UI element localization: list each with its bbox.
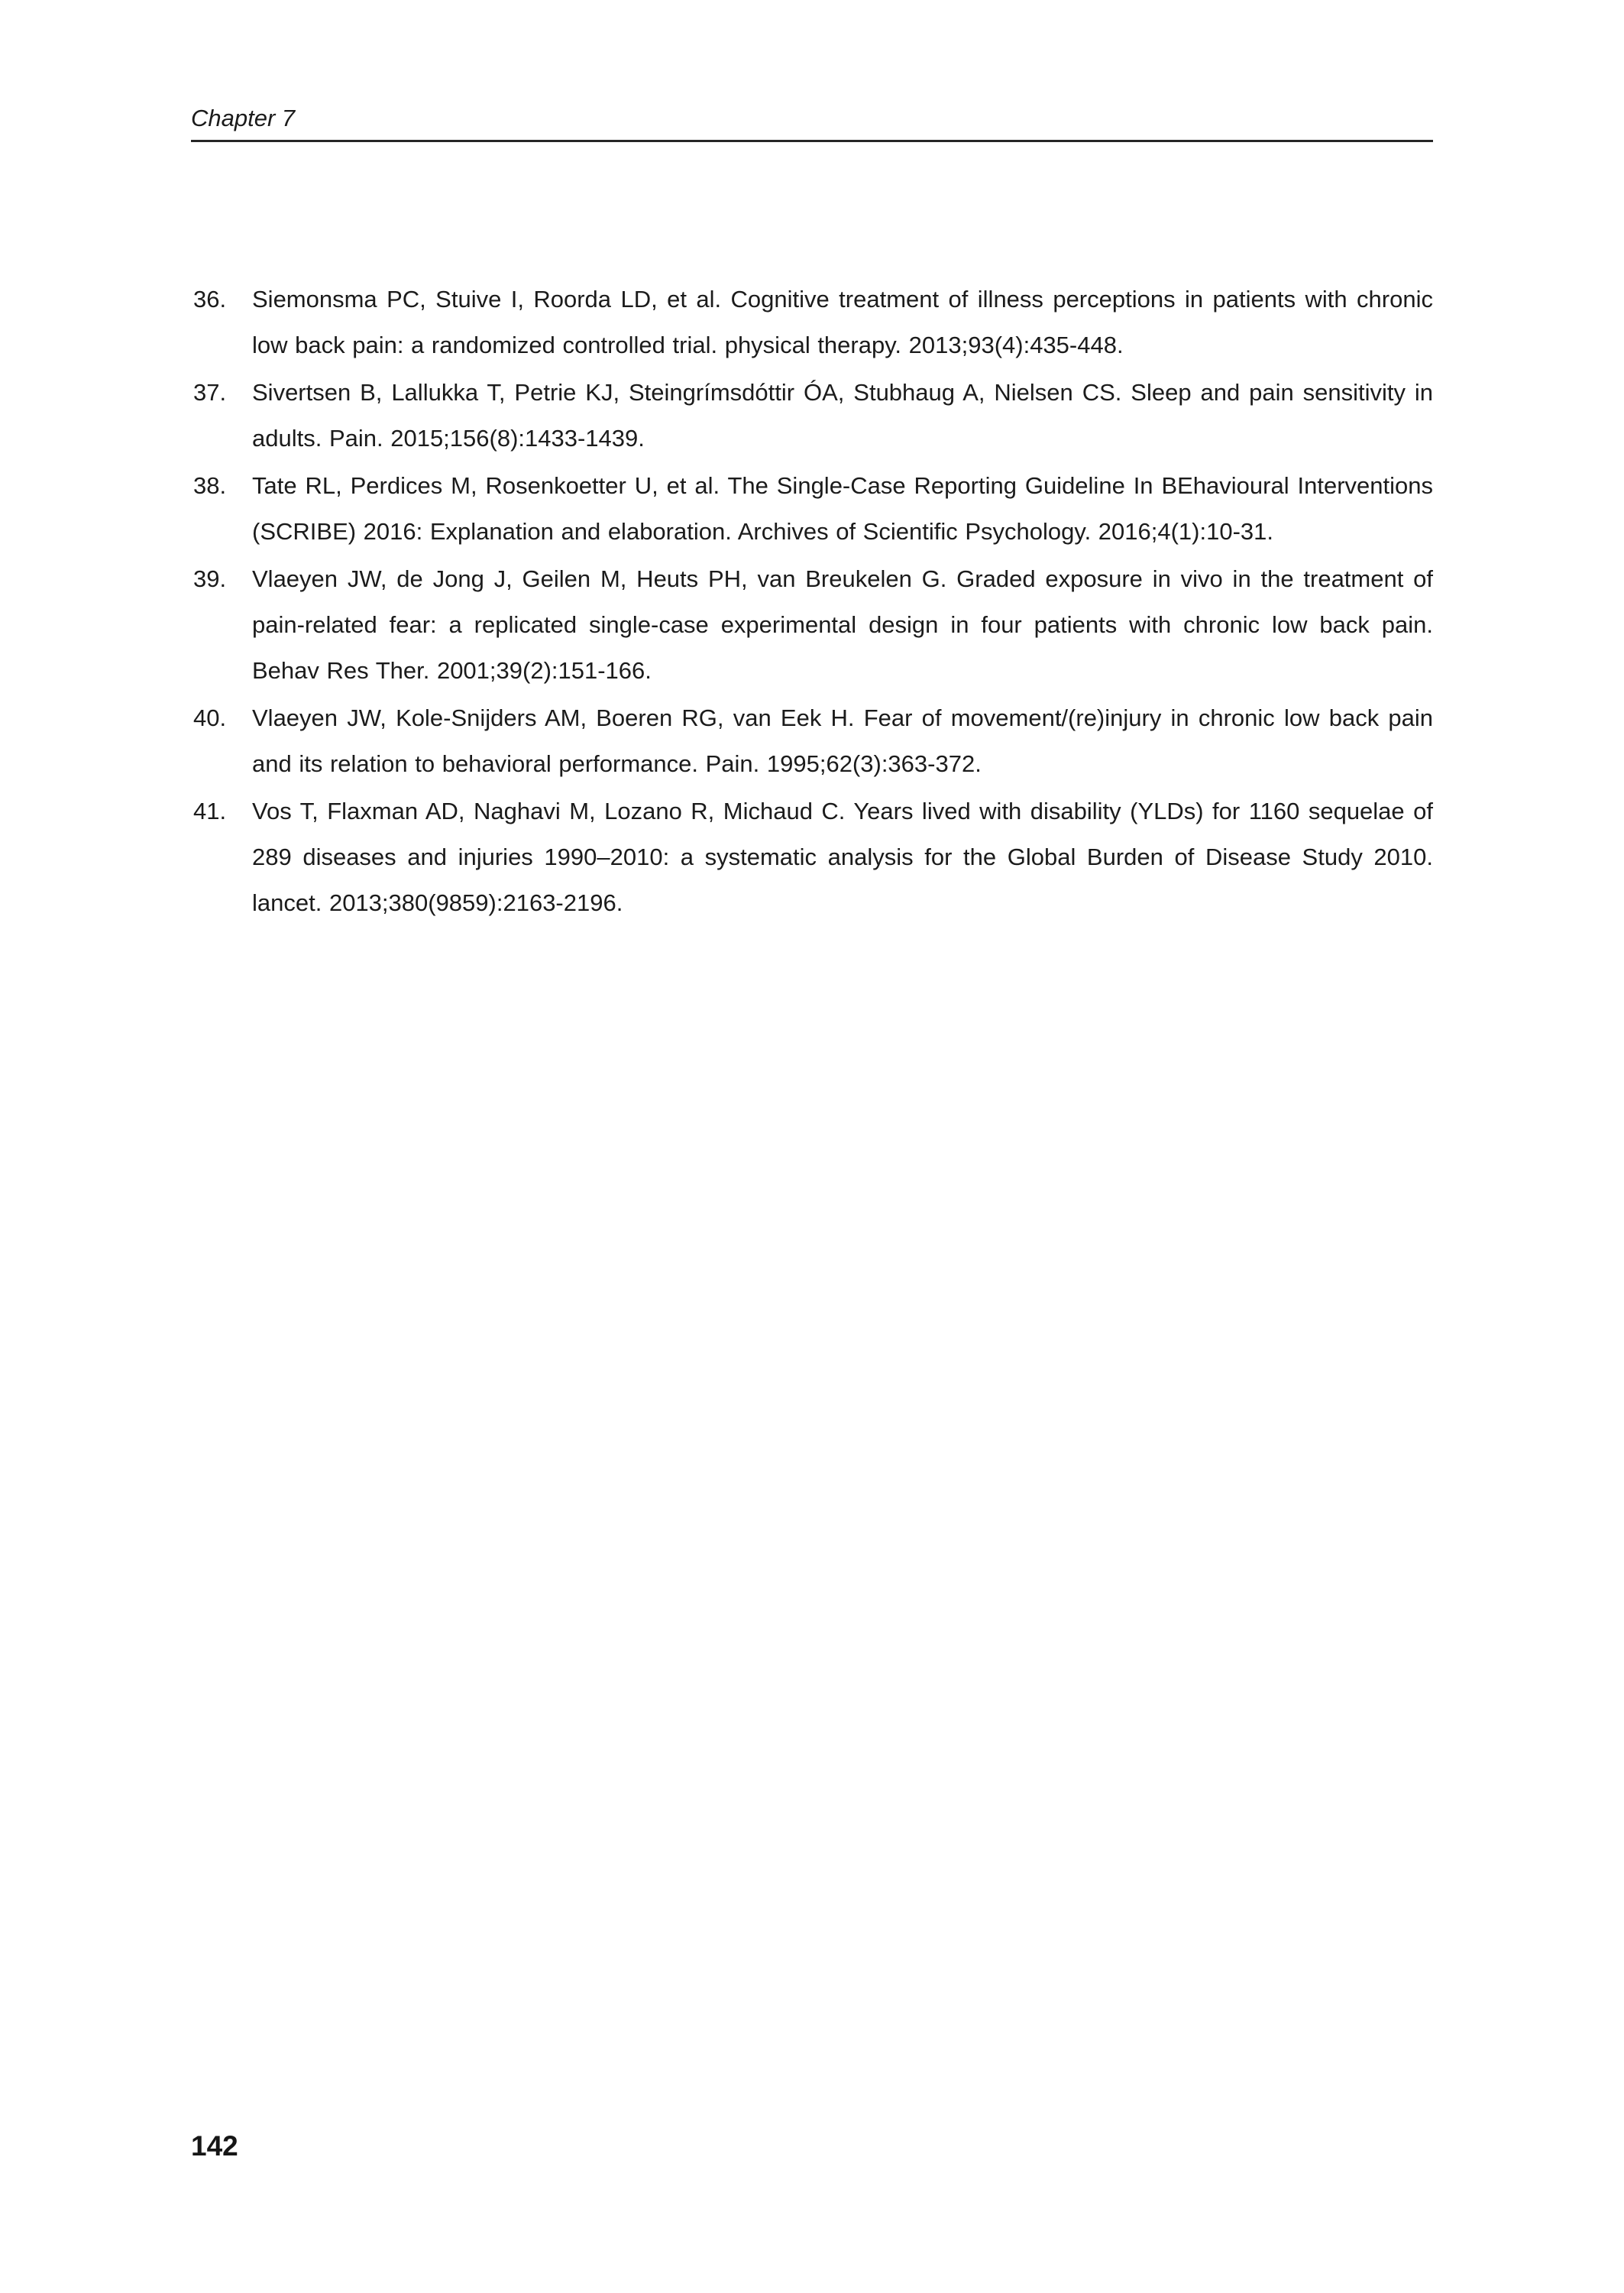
reference-text: Tate RL, Perdices M, Rosenkoetter U, et al. The Single-Case Reporting Guideline In BEhavioural Interventions (SCRIBE) 2016: Explanation and elaboration. Archives of Scientific Psychology. 2016;4(1):10-31. (252, 472, 1433, 545)
running-head-chapter-title: Chapter 7 (191, 105, 296, 131)
reference-number: 41. (193, 798, 227, 824)
reference-item (191, 463, 1433, 555)
reference-item (191, 789, 1433, 926)
page-number: 142 (191, 2130, 238, 2162)
reference-item (191, 370, 1433, 462)
reference-number: 36. (193, 286, 227, 313)
page-header (191, 104, 1433, 142)
reference-item (191, 695, 1433, 787)
reference-text: Siemonsma PC, Stuive I, Roorda LD, et al. Cognitive treatment of illness perceptions in patients with chronic low back pain: a randomized controlled trial. physical therapy. 2013;93(4):435-448. (252, 286, 1433, 358)
reference-text: Vlaeyen JW, de Jong J, Geilen M, Heuts PH, van Breukelen G. Graded exposure in vivo in the treatment of pain-related fear: a replicated single-case experimental design in four patients with chronic low back pain. Behav Res Ther. 2001;39(2):151-166. (252, 565, 1433, 684)
reference-number: 39. (193, 565, 227, 592)
reference-number: 38. (193, 472, 227, 499)
page-footer (191, 2131, 238, 2162)
reference-list (191, 277, 1433, 928)
reference-item (191, 556, 1433, 694)
reference-number: 40. (193, 704, 227, 731)
reference-number: 37. (193, 379, 227, 406)
reference-text: Sivertsen B, Lallukka T, Petrie KJ, Steingrímsdóttir ÓA, Stubhaug A, Nielsen CS. Sleep and pain sensitivity in adults. Pain. 2015;156(8):1433-1439. (252, 379, 1433, 452)
reference-item (191, 277, 1433, 368)
reference-text: Vlaeyen JW, Kole-Snijders AM, Boeren RG, van Eek H. Fear of movement/(re)injury in chronic low back pain and its relation to behavioral performance. Pain. 1995;62(3):363-372. (252, 704, 1433, 777)
reference-text: Vos T, Flaxman AD, Naghavi M, Lozano R, Michaud C. Years lived with disability (YLDs) for 1160 sequelae of 289 diseases and injuries 1990–2010: a systematic analysis for the Global Burden of Disease Study 2010. lancet. 2013;380(9859):2163-2196. (252, 798, 1433, 916)
header-rule (191, 140, 1433, 142)
